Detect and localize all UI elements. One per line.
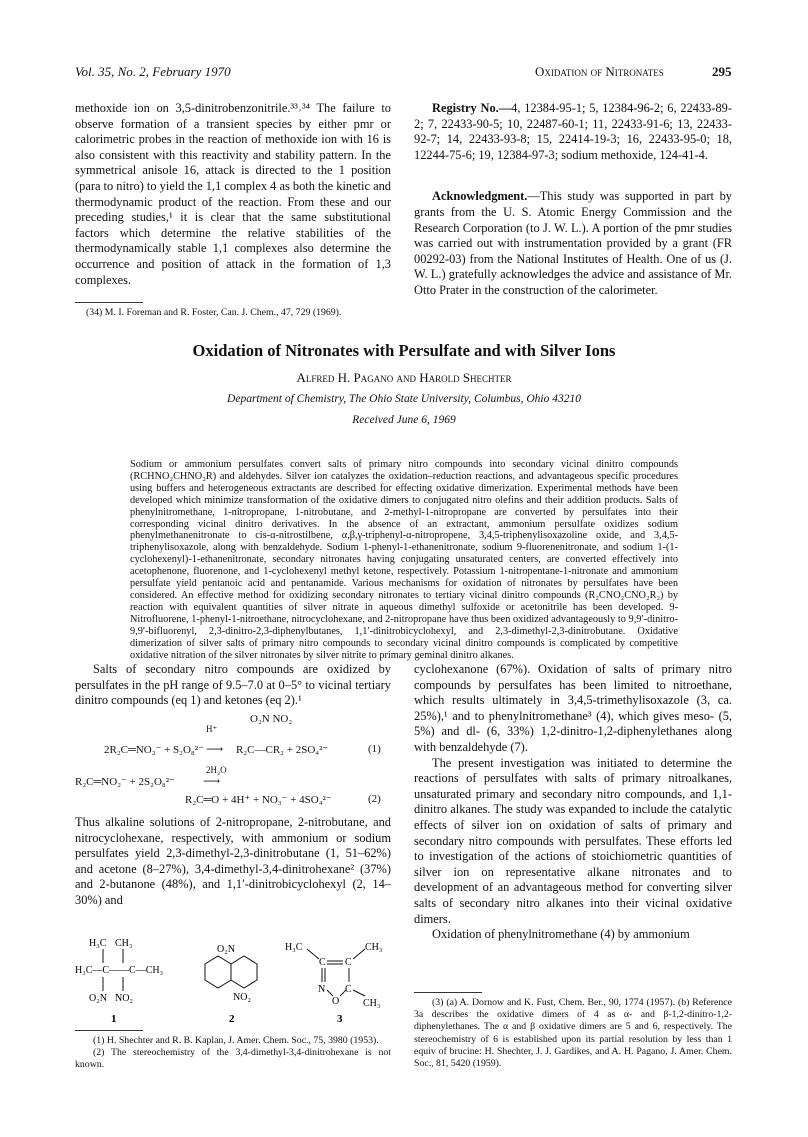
- s3-ch3-left: H₃C: [285, 942, 303, 953]
- eq1-condition: H⁺: [206, 724, 218, 734]
- body-right-column: [414, 662, 732, 943]
- structure-3: [285, 942, 382, 1009]
- running-title: Oxidation of Nitronates: [535, 64, 664, 79]
- acknowledgment-paragraph: [414, 189, 732, 298]
- s3-o: O: [332, 996, 340, 1007]
- s3-c4: C: [319, 957, 326, 968]
- s1-backbone: H₃C—C——C—CH₃: [75, 965, 164, 976]
- s3-c5: C: [345, 957, 352, 968]
- footnote-rule-left: [75, 1030, 143, 1031]
- eq1-number: (1): [368, 743, 381, 755]
- registry-numbers: 4, 12384-95-1; 5, 12384-96-2; 6, 22433-89-2; 7, 22433-90-5; 10, 22487-60-1; 11, 22433-91-6; 13, 22433-92-7; 14, 22433-93-8; 15, 22414-19-3; 16, 22433-95-0; 18, 12244-75-6; 19, 12384-97-3; sodium methoxide, 124-41-4.: [414, 101, 732, 162]
- footnote-2: (2) The stereochemistry of the 3,4-dimethyl-3,4-dinitrohexane is not known.: [75, 1047, 391, 1071]
- footnote-rule-right: [414, 992, 482, 993]
- right-para-3: Oxidation of phenylnitromethane (4) by ammonium: [432, 927, 690, 942]
- alkaline-paragraph: Thus alkaline solutions of 2-nitropropane, 2-nitrobutane, and nitrocyclohexane, respectively, with ammonium or sodium persulfates yield 2,3-dimethyl-2,3-dinitrobutane (1, 51–62%) and acetone (8–27%), 3,4-dimethyl-3,4-dinitrohexane² (37%) and 2-butanone (48%), and 1,1′-dinitrobicyclohexyl (2, 14–30%) and: [75, 815, 391, 907]
- s3-ch3-right: CH₃: [365, 942, 383, 953]
- received-date: Received June 6, 1969: [352, 414, 456, 426]
- journal-volume-header: Vol. 35, No. 2, February 1970: [75, 64, 231, 79]
- body-left-footnotes: [75, 1035, 391, 1072]
- registry-label: Registry No.—: [432, 101, 512, 115]
- eq2-number: (2): [368, 793, 381, 805]
- eq1-reactants: 2R₂C═NO₂⁻ + S₂O₈²⁻: [104, 744, 204, 756]
- structure-label-3: 3: [337, 1013, 343, 1025]
- eq1-arrow: ⟶: [206, 742, 224, 756]
- s1-ch3-right-top: CH₃: [115, 938, 133, 949]
- authors: Alfred H. Pagano and Harold Shechter: [296, 370, 512, 385]
- structure-1: [75, 938, 163, 1004]
- registry-paragraph: [414, 101, 732, 163]
- s1-no2-left: O₂N: [89, 993, 107, 1004]
- eq1-top-substituents: O₂N NO₂: [250, 713, 293, 725]
- intro-paragraph: Salts of secondary nitro compounds are oxidized by persulfates in the pH range of 9.5–7.0 at 0–5° to vicinal tertiary dinitro compounds (eq 1) and ketones (eq 2).¹: [75, 662, 391, 708]
- s2-no2-top: O₂N: [217, 944, 235, 955]
- page-number: 295: [712, 64, 732, 79]
- footnote-1: (1) H. Shechter and R. B. Kaplan, J. Amer. Chem. Soc., 75, 3980 (1953).: [93, 1035, 379, 1046]
- body-left-para2: [75, 815, 391, 909]
- acknowledgment-text: —This study was supported in part by grants from the U. S. Atomic Energy Commission and the Research Corporation (to J. W. L.). A portion of the pmr studies was carried out with instrumentation provided by a grant (FR 00292-03) from the National Institutes of Health. One of us (J. W. L.) gratefully acknowledges the advice and assistance of Mr. Otto Prater in the construction of the calorimeter.: [414, 189, 732, 297]
- continuation-paragraph: methoxide ion on 3,5-dinitrobenzonitrile.³³˒³⁴ The failure to observe formation of a transient species by either pmr or calorimetric probes in the reaction of methoxide ion with 16 is also consistent with this reactivity and stability pattern. In the symmetrical anisole 16, attack is directed to the 1 position (para to nitro) to yield the 1,1 complex 4 as both the kinetic and thermodynamic product of the reaction. From these and our preceding studies,¹ it is clear that the same substitutional factors which determine the relative stabilities of the thermodynamically stable 1,1 complexes also determine the occurrence and position of attack in the formation of 1,3 complexes.: [75, 101, 391, 287]
- article-title: Oxidation of Nitronates with Persulfate and with Silver Ions: [192, 341, 616, 360]
- top-right-column: [414, 101, 732, 299]
- right-para-1: cyclohexanone (67%). Oxidation of salts of primary nitro compounds by persulfates has been limited to nitroethane, which results ultimately in 3,4,5-trimethylisoxazole (3, ca. 25%),¹ and to phenylnitromethane³ (4), which gives meso- (5, 5%) and dl- (6, 33%) 1,2-dinitro-1,2-diphenylethanes along with benzaldehyde (7).: [414, 662, 732, 754]
- structure-label-1: 1: [111, 1013, 117, 1025]
- top-left-column: [75, 101, 391, 288]
- s2-no2-bottom: NO₂: [233, 992, 251, 1003]
- footnote-rule: [75, 302, 143, 303]
- eq2-condition: 2H₂O: [206, 765, 227, 775]
- s3-c3: C: [345, 984, 352, 995]
- structure-2: [205, 944, 257, 1003]
- abstract: Sodium or ammonium persulfates convert salts of primary nitro compounds into secondary vicinal dinitro compounds (RCHNO₂CHNO₂R) and aldehydes. Silver ion catalyzes the oxidation–reduction reactions, and advantageous specific procedures using buffers and heterogeneous extractants are described for effecting oxidative dimerization. Experimental methods have been developed which minimize transformation of the oxidative dimers to conjugated nitro olefins and their addition products. Salts of phenylnitromethane, 1-nitropropane, 1-nitrobutane, and 2-methyl-1-nitropropane are converted by persulfates into their corresponding vicinal dinitro derivatives. In the absence of an extractant, ammonium persulfate oxidizes sodium phenylmethanenitronate to cis-α-nitrostilbene, α,β,γ-triphenyl-α-nitropropene, 3,4,5-triphenylisoxazoline oxide, and 3,4,5-triphenylisoxazole, along with benzaldehyde. Sodium 1-phenyl-1-ethanenitronate, sodium 9-fluorenenitronate, and sodium 1-(1-cyclohexenyl)-1-ethanenitronate, secondary nitronates having conjugating unsaturated centers, are converted effectively into acetophenone, fluorenone, and 1-cyclohexenyl methyl ketone, respectively. Potassium 1-nitropentane-1-nitronate and ammonium persulfate yield pentanoic acid and pentanamide. Various mechanisms for oxidation of nitronates by persulfates have been considered. An effective method for oxidizing secondary nitronates to tertiary vicinal dinitro compounds (R₂CNO₂CNO₂R₂) by reaction with equivalent quantities of silver nitrate in aqueous dimethyl sulfoxide or acetonitrile has been developed. 9-Nitrofluorene, 1-phenyl-1-nitroethane, nitrocyclohexane, and 2-nitropropane have thus been oxidized advantageously to 9,9′-dinitro-9,9′-bifluorenyl, 2,3-dinitro-2,3-diphenylbutanes, 1,1′-dinitrobicyclohexyl, and 2,3-dimethyl-2,3-dinitrobutane. Oxidative dimerization of silver salts of primary nitro compounds to secondary vicinal dinitro compounds is complicated by competitive oxidative nitration of the silver nitronates by silver nitrite to primary geminal dinitro alkanes.: [130, 459, 678, 661]
- structure-label-2: 2: [229, 1013, 235, 1025]
- footnote-3: [414, 997, 732, 1070]
- body-left-intro: [75, 662, 391, 709]
- acknowledgment-label: Acknowledgment.: [432, 189, 528, 204]
- footnote-3-text: (3) (a) A. Dornow and K. Fust, Chem. Ber., 90, 1774 (1957). (b) Reference 3a describes the oxidative dimers of 4 as α- and β-1,2-dinitro-1,2-diphenylethanes. The α and β oxidative dimers are 5 and 6, respectively. The stereochemistry of 6 is established upon its partial resolution by less than 1 equiv of brucine: H. Shechter, J. J. Gardikes, and A. H. Pagano, J. Amer. Chem. Soc., 81, 5420 (1959).: [414, 997, 732, 1070]
- eq2-reactants: R₂C═NO₂⁻ + 2S₂O₈²⁻: [75, 776, 175, 788]
- eq1-products: R₂C—CR₂ + 2SO₄²⁻: [236, 744, 329, 756]
- s1-ch3-left-top: H₃C: [89, 938, 107, 949]
- right-para-2: The present investigation was initiated to determine the reactions of persulfates with salts of primary nitroalkanes, unsaturated primary and secondary nitro compounds, and 1,1-dinitro alkanes. The study was expanded to include the catalytic effects of silver ion on oxidation of salts of primary and secondary nitro compounds with persulfates. These efforts led to investigation of the actions of stoichiometric quantities of silver ion on representative alkane nitronates and to development of an advantageous method for converting silver salts of secondary nitro alkanes into their vicinal oxidative dimers.: [414, 755, 732, 926]
- structures-figure: [75, 934, 395, 1026]
- s3-ch3-bottom: CH₃: [363, 998, 381, 1009]
- s3-n: N: [318, 984, 326, 995]
- eq2-products: R₂C═O + 4H⁺ + NO₃⁻ + 4SO₄²⁻: [185, 794, 332, 806]
- s1-no2-right: NO₂: [115, 993, 133, 1004]
- eq2-arrow: ⟶: [203, 774, 221, 788]
- affiliation: Department of Chemistry, The Ohio State University, Columbus, Ohio 43210: [227, 393, 581, 405]
- footnote-34: (34) M. I. Foreman and R. Foster, Can. J. Chem., 47, 729 (1969).: [86, 307, 342, 318]
